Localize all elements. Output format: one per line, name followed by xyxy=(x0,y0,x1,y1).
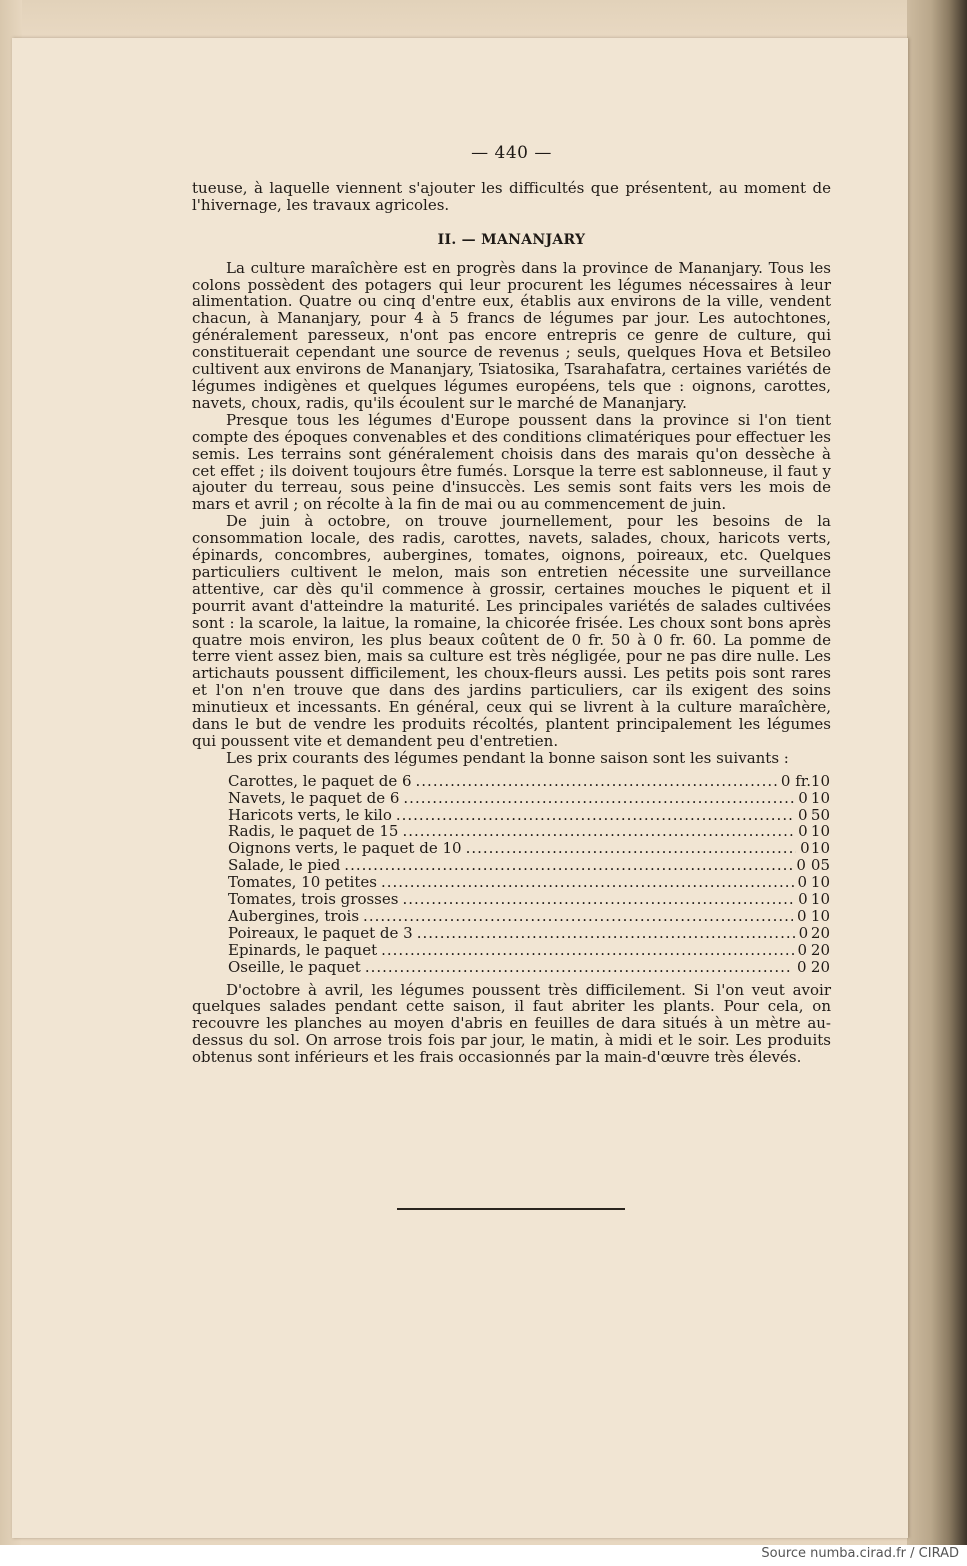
price-francs: 0 xyxy=(800,839,810,858)
price-centimes: 10 xyxy=(810,822,830,841)
price-francs: 0 xyxy=(797,873,808,892)
price-row xyxy=(228,942,830,959)
continued-paragraph: tueuse, à laquelle viennent s'ajouter les difficultés que présentent, au moment de l'hivernage, les travaux agricoles. xyxy=(192,178,831,214)
dot-leader xyxy=(363,908,793,925)
price-francs: 0 xyxy=(797,805,808,824)
price-francs: 0 fr. xyxy=(780,771,812,790)
price-item: Radis, le paquet de 15 xyxy=(228,822,399,841)
dot-leader xyxy=(416,773,777,790)
section-heading: II. — MANANJARY xyxy=(437,231,586,248)
price-item: Haricots verts, le kilo xyxy=(228,805,392,824)
price-item: Oseille, le paquet xyxy=(228,957,361,976)
price-row xyxy=(228,823,830,840)
price-item: Aubergines, trois xyxy=(228,906,360,925)
dot-leader xyxy=(402,891,794,908)
dot-leader xyxy=(466,840,797,857)
end-rule xyxy=(397,1208,625,1210)
price-francs: 0 xyxy=(798,890,808,909)
price-francs: 0 xyxy=(798,923,809,942)
price-centimes: 10 xyxy=(810,839,830,858)
price-centimes: 10 xyxy=(810,873,830,892)
dot-leader xyxy=(403,790,794,807)
page-content xyxy=(192,145,831,1066)
price-row xyxy=(228,891,830,908)
price-centimes: 05 xyxy=(810,856,830,875)
price-row xyxy=(228,807,830,824)
price-francs: 0 xyxy=(798,788,808,807)
price-row xyxy=(228,925,830,942)
price-centimes: 20 xyxy=(810,957,830,976)
dot-leader xyxy=(417,925,795,942)
dot-leader xyxy=(396,807,794,824)
price-item: Tomates, trois grosses xyxy=(228,890,399,909)
price-francs: 0 xyxy=(796,906,807,925)
price-centimes: 20 xyxy=(810,940,830,959)
price-item: Navets, le paquet de 6 xyxy=(228,788,400,807)
price-francs: 0 xyxy=(796,957,807,976)
price-row xyxy=(228,857,830,874)
price-row xyxy=(228,790,830,807)
price-item: Epinards, le paquet xyxy=(228,940,378,959)
price-item: Tomates, 10 petites xyxy=(228,873,377,892)
price-centimes: 10 xyxy=(810,771,830,790)
price-centimes: 50 xyxy=(810,805,830,824)
price-row xyxy=(228,908,830,925)
book-top-edge xyxy=(0,0,967,40)
dot-leader xyxy=(365,959,793,976)
price-francs: 0 xyxy=(796,856,806,875)
price-row xyxy=(228,874,830,891)
price-centimes: 10 xyxy=(810,906,830,925)
price-francs: 0 xyxy=(798,822,808,841)
dot-leader xyxy=(381,874,794,891)
dot-leader xyxy=(381,942,793,959)
price-row xyxy=(228,773,830,790)
price-row xyxy=(228,840,830,857)
paragraph: Presque tous les légumes d'Europe poussent dans la province si l'on tient compte des époques convenables et des conditions climatériques pour effectuer les semis. Les terrains sont généralement choisis dans des marais qu'on dessèche à cet effet ; ils doivent toujours être fumés. Lorsque la terre est sablonneuse, il faut y ajouter du terreau, sous peine d'insuccès. Les semis sont faits vers les mois de mars et avril ; on récolte à la fin de mai ou au commencement de juin. xyxy=(192,410,831,514)
price-intro: Les prix courants des légumes pendant la bonne saison sont les suivants : xyxy=(226,748,789,767)
book-page-stack xyxy=(907,0,967,1545)
price-item: Salade, le pied xyxy=(228,856,341,875)
page-number: — 440 — xyxy=(471,143,552,163)
price-row xyxy=(228,959,830,976)
dot-leader xyxy=(402,823,794,840)
dot-leader xyxy=(344,857,792,874)
source-credit: Source numba.cirad.fr / CIRAD xyxy=(761,1546,959,1561)
paragraph: De juin à octobre, on trouve journellement, pour les besoins de la consommation locale, des radis, carottes, navets, salades, choux, haricots verts, épinards, concombres, aubergines, tomates, oignons, poireaux, etc. Quelques particuliers cultivent le melon, mais son entretien nécessite une surveillance attentive, car dès qu'il commence à grossir, certaines mouches le piquent et il pourrit avant d'atteindre la maturité. Les principales variétés de salades cultivées sont : la scarole, la laitue, la romaine, la chicorée frisée. Les choux sont bons après quatre mois environ, les plus beaux coûtent de 0 fr. 50 à 0 fr. 60. La pomme de terre vient assez bien, mais sa culture est très négligée, pour ne pas dire nulle. Les artichauts poussent difficilement, les choux-fleurs aussi. Les petits pois sont rares et l'on n'en trouve que dans des jardins particuliers, car ils exigent des soins minutieux et incessants. En général, ceux qui se livrent à la culture maraîchère, dans le but de vendre les produits récoltés, plantent principalement les légumes qui poussent vite et demandent peu d'entretien. xyxy=(192,512,831,750)
price-centimes: 10 xyxy=(810,890,830,909)
paragraph: La culture maraîchère est en progrès dans la province de Mananjary. Tous les colons possèdent des potagers qui leur procurent les légumes nécessaires à leur alimentation. Quatre ou cinq d'entre eux, établis aux environs de la ville, vendent chacun, à Mananjary, pour 4 à 5 francs de légumes par jour. Les autochtones, généralement paresseux, n'ont pas encore entrepris ce genre de culture, qui constituerait cependant une source de revenus ; seuls, quelques Hova et Betsileo cultivent aux environs de Mananjary, Tsiatosika, Tsarahafatra, certaines variétés de légumes indigènes et quelques légumes européens, tels que : oignons, carottes, navets, choux, radis, qu'ils écoulent sur le marché de Mananjary. xyxy=(192,258,831,412)
price-francs: 0 xyxy=(797,940,808,959)
price-centimes: 20 xyxy=(810,923,830,942)
price-list xyxy=(228,773,830,976)
closing-paragraph: D'octobre à avril, les légumes poussent très difficilement. Si l'on veut avoir quelques salades pendant cette saison, il faut abriter les plants. Pour cela, on recouvre les planches au moyen d'abris en feuilles de dara situés à un mètre au-dessus du sol. On arrose trois fois par jour, le matin, à midi et le soir. Les produits obtenus sont inférieurs et les frais occasionnés par la main-d'œuvre très élevés. xyxy=(192,980,831,1067)
price-item: Poireaux, le paquet de 3 xyxy=(228,923,413,942)
price-item: Carottes, le paquet de 6 xyxy=(228,771,412,790)
price-item: Oignons verts, le paquet de 10 xyxy=(228,839,462,858)
price-centimes: 10 xyxy=(810,788,830,807)
